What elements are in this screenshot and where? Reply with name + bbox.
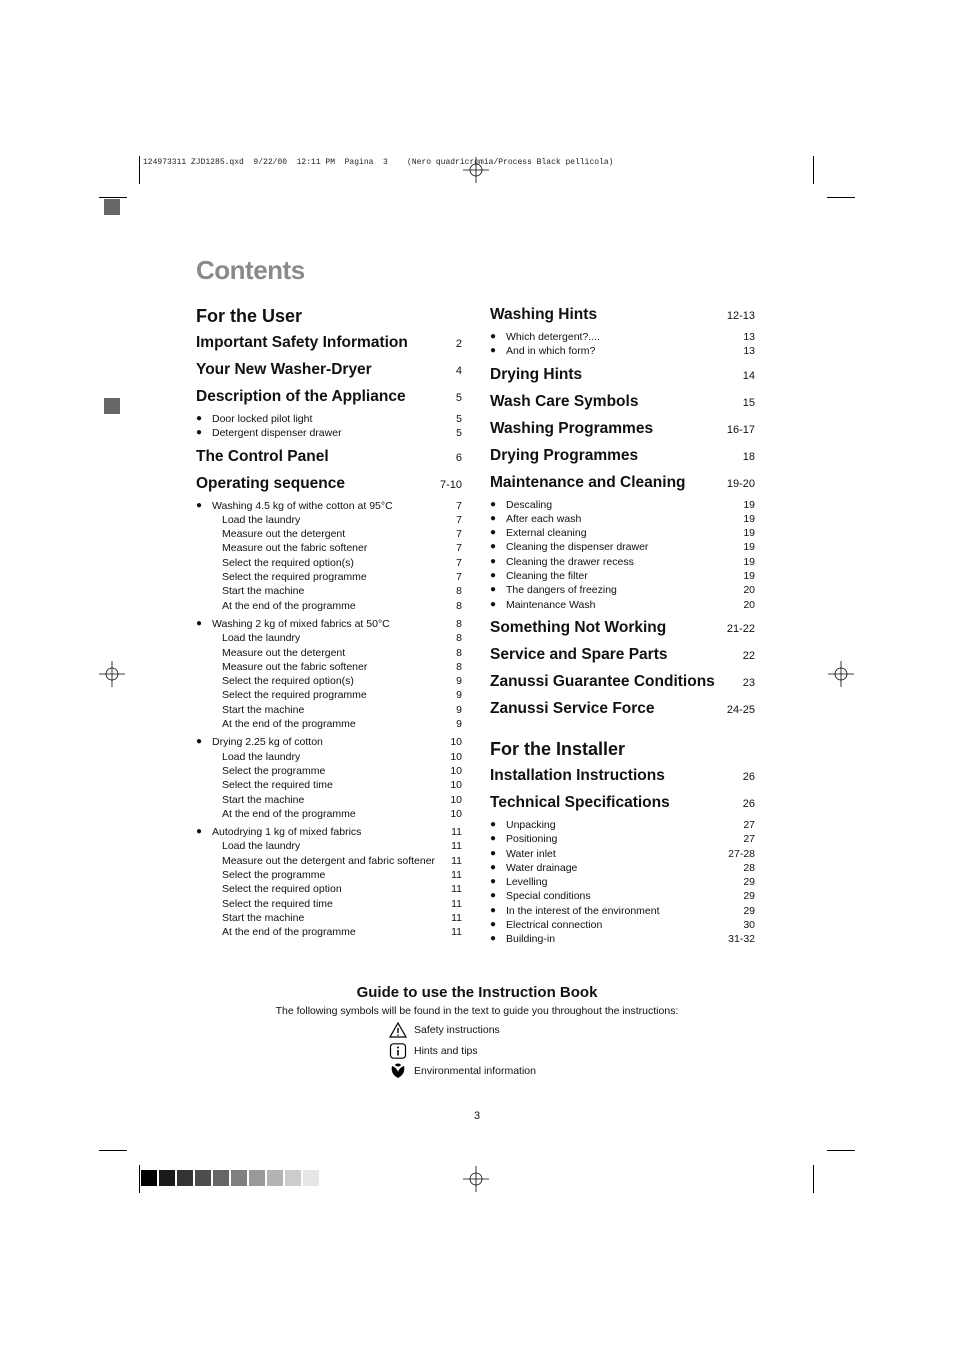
- guide-symbol-label: Environmental information: [414, 1065, 536, 1077]
- color-swatch: [267, 1170, 283, 1186]
- toc-entry-label: After each wash: [506, 512, 582, 525]
- toc-heading-entry: [490, 618, 755, 639]
- toc-page-number: 19: [743, 527, 755, 540]
- crop-mark: [99, 197, 127, 198]
- toc-entry-label: Water inlet: [506, 847, 556, 860]
- toc-bullet-entry: [490, 818, 755, 832]
- color-swatch: [159, 1170, 175, 1186]
- guide-symbol-item: [389, 1043, 478, 1059]
- toc-entry-label: Unpacking: [506, 818, 556, 831]
- toc-sub-entry: [196, 674, 462, 688]
- toc-entry-label: Drying Programmes: [490, 446, 639, 464]
- toc-sub-entry: [196, 703, 462, 717]
- toc-sub-entry: [196, 631, 462, 645]
- toc-entry-label: Start the machine: [222, 585, 305, 598]
- toc-entry-label: At the end of the programme: [222, 718, 356, 731]
- toc-entry-label: Which detergent?....: [506, 331, 600, 343]
- toc-sub-entry: [196, 646, 462, 660]
- toc-entry-label: Service and Spare Parts: [490, 645, 668, 663]
- toc-page-number: 18: [742, 450, 755, 463]
- toc-entry-label: Cleaning the drawer recess: [506, 555, 634, 568]
- toc-entry-label: Drying 2.25 kg of cotton: [212, 736, 323, 749]
- toc-page-number: 26: [742, 770, 755, 783]
- registration-mark-icon: [463, 157, 489, 183]
- toc-entry-label: Load the laundry: [222, 513, 301, 526]
- toc-entry-label: Special conditions: [506, 890, 591, 903]
- bullet-icon: ●: [490, 598, 497, 610]
- toc-bullet-entry: [490, 904, 755, 918]
- toc-page-number: 19: [743, 555, 755, 568]
- toc-page-number: 15: [742, 396, 755, 409]
- toc-sub-entry: [196, 570, 462, 584]
- toc-heading-entry: [490, 699, 755, 720]
- guide-title: Guide to use the Instruction Book: [356, 984, 598, 1001]
- toc-entry-label: Levelling: [506, 876, 548, 889]
- toc-page-number: 13: [743, 345, 755, 358]
- toc-entry-label: Start the machine: [222, 703, 305, 716]
- toc-heading-entry: [490, 446, 755, 467]
- toc-page-number: 19-20: [726, 477, 755, 490]
- color-swatch: [231, 1170, 247, 1186]
- color-swatch: [141, 1170, 157, 1186]
- toc-bullet-entry: [196, 825, 462, 839]
- section-group-title: For the Installer: [490, 738, 626, 759]
- bullet-icon: ●: [490, 833, 497, 845]
- guide-symbol-item: [389, 1063, 536, 1079]
- toc-entry-label: The dangers of freezing: [506, 584, 617, 597]
- toc-page-number: 24-25: [726, 703, 755, 716]
- crop-mark: [139, 156, 140, 184]
- toc-sub-entry: [196, 688, 462, 702]
- toc-heading-entry: [196, 360, 462, 381]
- toc-page-number: 27: [743, 818, 755, 831]
- color-swatch: [285, 1170, 301, 1186]
- toc-bullet-entry: [490, 583, 755, 597]
- toc-sub-entry: [196, 764, 462, 778]
- bullet-icon: ●: [196, 499, 203, 511]
- toc-page-number: 8: [456, 660, 462, 673]
- toc-sub-entry: [196, 717, 462, 731]
- crop-mark: [99, 1150, 127, 1151]
- toc-entry-label: Drying Hints: [490, 365, 583, 383]
- toc-page-number: 9: [456, 718, 462, 731]
- toc-page-number: 12-13: [726, 310, 755, 322]
- page-number: 3: [473, 1110, 481, 1122]
- toc-page-number: 5: [455, 392, 462, 404]
- bullet-icon: ●: [490, 584, 497, 596]
- toc-sub-entry: [196, 778, 462, 792]
- toc-page-number: 29: [743, 876, 755, 889]
- toc-heading-entry: [196, 474, 462, 495]
- bullet-icon: ●: [490, 331, 497, 342]
- toc-entry-label: Building-in: [506, 933, 556, 946]
- registration-mark-icon: [828, 661, 854, 687]
- toc-entry-label: Door locked pilot light: [212, 413, 313, 425]
- toc-page-number: 7: [456, 499, 462, 512]
- toc-page-number: 16-17: [726, 423, 755, 436]
- bullet-icon: ●: [490, 555, 497, 567]
- toc-page-number: 8: [456, 599, 462, 612]
- bullet-icon: ●: [196, 617, 203, 629]
- toc-entry-label: Measure out the detergent and fabric softener: [222, 854, 436, 867]
- toc-page-number: 10: [450, 807, 462, 820]
- guide-symbol-label: Safety instructions: [414, 1024, 500, 1036]
- toc-entry-label: Electrical connection: [506, 919, 603, 932]
- toc-page-number: 11: [451, 897, 462, 910]
- toc-sub-entry: [196, 541, 462, 555]
- toc-page-number: 7: [456, 513, 462, 526]
- leaf-icon: [389, 1063, 407, 1079]
- crop-mark: [813, 156, 814, 184]
- toc-page-number: 7: [456, 528, 462, 541]
- toc-entry-label: Select the programme: [222, 764, 326, 777]
- toc-sub-entry: [196, 882, 462, 896]
- crop-mark: [813, 1165, 814, 1193]
- toc-page-number: 20: [743, 598, 755, 611]
- toc-page-number: 7: [456, 571, 462, 584]
- toc-entry-label: Technical Specifications: [490, 793, 670, 811]
- toc-page-number: 5: [456, 413, 462, 425]
- toc-page-number: 19: [743, 498, 755, 511]
- toc-page-number: 4: [455, 365, 462, 377]
- toc-page-number: 31-32: [728, 933, 755, 946]
- toc-page-number: 28: [743, 861, 755, 874]
- toc-entry-label: The Control Panel: [196, 447, 329, 465]
- toc-bullet-entry: [196, 412, 462, 426]
- toc-entry-label: Your New Washer-Dryer: [196, 361, 372, 378]
- toc-sub-entry: [196, 925, 462, 939]
- toc-page-number: 23: [742, 676, 755, 689]
- toc-entry-label: Measure out the fabric softener: [222, 660, 368, 673]
- color-swatch: [303, 1170, 319, 1186]
- toc-entry-label: Select the required programme: [222, 571, 367, 584]
- guide-symbol-item: [389, 1022, 500, 1038]
- toc-page-number: 27: [743, 833, 755, 846]
- toc-bullet-entry: [490, 932, 755, 946]
- bullet-icon: ●: [490, 933, 497, 945]
- toc-entry-label: Description of the Appliance: [196, 388, 406, 405]
- bullet-icon: ●: [490, 570, 497, 582]
- toc-page-number: 11: [451, 883, 462, 896]
- crop-mark: [139, 1165, 140, 1193]
- toc-page-number: 27-28: [728, 847, 755, 860]
- toc-sub-entry: [196, 750, 462, 764]
- color-swatch: [177, 1170, 193, 1186]
- toc-heading-entry: [490, 419, 755, 440]
- toc-sub-entry: [196, 839, 462, 853]
- toc-page-number: 10: [450, 750, 462, 763]
- toc-heading-entry: [490, 766, 755, 787]
- toc-page-number: 7: [456, 542, 462, 555]
- toc-entry-label: Select the required option: [222, 883, 342, 896]
- toc-page-number: 14: [742, 369, 755, 382]
- toc-entry-label: Select the required time: [222, 779, 333, 792]
- section-group-title: For the User: [196, 306, 303, 326]
- toc-sub-entry: [196, 527, 462, 541]
- bullet-icon: ●: [196, 427, 203, 439]
- toc-heading-entry: [196, 447, 462, 468]
- toc-entry-label: Measure out the detergent: [222, 646, 346, 659]
- toc-bullet-entry: [490, 512, 755, 526]
- toc-page-number: 11: [451, 854, 462, 867]
- toc-sub-entry: [196, 868, 462, 882]
- color-swatch: [195, 1170, 211, 1186]
- toc-entry-label: Cleaning the filter: [506, 570, 588, 583]
- toc-entry-label: Select the programme: [222, 869, 326, 882]
- toc-page-number: 8: [456, 632, 462, 645]
- toc-bullet-entry: [490, 847, 755, 861]
- toc-heading-entry: [490, 392, 755, 413]
- toc-page-number: 11: [451, 869, 462, 882]
- toc-bullet-entry: [490, 540, 755, 554]
- toc-bullet-entry: [196, 617, 462, 631]
- toc-entry-label: Positioning: [506, 833, 558, 846]
- toc-page-number: 8: [456, 617, 462, 630]
- guide-intro: The following symbols will be found in the text to guide you throughout the instructions:: [275, 1005, 679, 1017]
- toc-bullet-entry: [490, 526, 755, 540]
- toc-page-number: 9: [456, 675, 462, 688]
- toc-entry-label: Maintenance Wash: [506, 598, 596, 611]
- bullet-icon: ●: [490, 818, 497, 830]
- toc-heading-entry: [490, 365, 755, 386]
- page-title: Contents: [196, 255, 305, 285]
- bullet-icon: ●: [490, 861, 497, 873]
- toc-entry-label: Something Not Working: [490, 618, 667, 636]
- bullet-icon: ●: [490, 345, 497, 357]
- toc-entry-label: Wash Care Symbols: [490, 392, 639, 410]
- toc-entry-label: Detergent dispenser drawer: [212, 427, 342, 440]
- bullet-icon: ●: [490, 527, 497, 539]
- toc-page-number: 20: [743, 584, 755, 597]
- registration-mark-icon: [99, 661, 125, 687]
- toc-heading-entry: [490, 793, 755, 814]
- toc-entry-label: Start the machine: [222, 793, 305, 806]
- toc-entry-label: Washing 2 kg of mixed fabrics at 50°C: [212, 617, 390, 630]
- bullet-icon: ●: [490, 847, 497, 859]
- toc-page-number: 11: [451, 840, 462, 853]
- toc-bullet-entry: [490, 344, 755, 358]
- toc-page-number: 9: [456, 703, 462, 716]
- toc-entry-label: Select the required time: [222, 897, 333, 910]
- toc-bullet-entry: [490, 889, 755, 903]
- toc-entry-label: Zanussi Service Force: [490, 699, 655, 717]
- toc-page-number: 10: [450, 736, 462, 749]
- toc-page-number: 11: [451, 926, 462, 939]
- toc-page-number: 6: [455, 451, 462, 464]
- toc-page-number: 21-22: [726, 622, 755, 635]
- toc-entry-label: At the end of the programme: [222, 599, 356, 612]
- toc-page-number: 10: [450, 764, 462, 777]
- bullet-icon: ●: [196, 826, 203, 838]
- toc-page-number: 11: [451, 826, 462, 839]
- toc-entry-label: Zanussi Guarantee Conditions: [490, 672, 715, 690]
- toc-entry-label: At the end of the programme: [222, 807, 356, 820]
- bullet-icon: ●: [490, 498, 497, 510]
- toc-page-number: 7-10: [439, 478, 462, 491]
- contents-left-column: [196, 305, 462, 940]
- toc-entry-label: Maintenance and Cleaning: [490, 473, 686, 491]
- toc-bullet-entry: [196, 735, 462, 749]
- toc-bullet-entry: [196, 426, 462, 440]
- warning-triangle-icon: [389, 1022, 407, 1038]
- toc-heading-entry: [490, 305, 755, 326]
- toc-entry-label: External cleaning: [506, 527, 587, 540]
- toc-entry-label: Installation Instructions: [490, 766, 665, 784]
- toc-page-number: 19: [743, 512, 755, 525]
- toc-sub-entry: [196, 513, 462, 527]
- toc-sub-entry: [196, 807, 462, 821]
- margin-marker: [104, 398, 120, 414]
- toc-heading-entry: [490, 672, 755, 693]
- toc-page-number: 19: [743, 570, 755, 583]
- bullet-icon: ●: [490, 876, 497, 888]
- toc-entry-label: Autodrying 1 kg of mixed fabrics: [212, 826, 362, 839]
- toc-entry-label: Washing Hints: [490, 306, 598, 323]
- toc-page-number: 11: [451, 911, 462, 924]
- toc-bullet-entry: [490, 875, 755, 889]
- toc-entry-label: Measure out the fabric softener: [222, 542, 368, 555]
- toc-bullet-entry: [490, 555, 755, 569]
- toc-page-number: 10: [450, 779, 462, 792]
- toc-entry-label: Washing 4.5 kg of withe cotton at 95°C: [212, 499, 393, 512]
- toc-entry-label: Start the machine: [222, 911, 305, 924]
- registration-mark-icon: [463, 1166, 489, 1192]
- crop-mark: [827, 197, 855, 198]
- toc-page-number: 19: [743, 541, 755, 554]
- toc-entry-label: Select the required option(s): [222, 556, 354, 569]
- toc-page-number: 2: [455, 338, 462, 350]
- toc-heading-entry: [196, 387, 462, 408]
- toc-entry-label: Cleaning the dispenser drawer: [506, 541, 649, 554]
- toc-entry-label: Water drainage: [506, 861, 578, 874]
- toc-sub-entry: [196, 897, 462, 911]
- bullet-icon: ●: [196, 413, 203, 424]
- toc-heading-entry: [490, 473, 755, 494]
- toc-entry-label: Select the required programme: [222, 689, 367, 702]
- toc-entry-label: Important Safety Information: [196, 334, 408, 351]
- bullet-icon: ●: [490, 919, 497, 931]
- toc-sub-entry: [196, 793, 462, 807]
- toc-entry-label: Descaling: [506, 498, 553, 511]
- toc-bullet-entry: [196, 499, 462, 513]
- toc-bullet-entry: [490, 861, 755, 875]
- guide-section: [0, 984, 954, 1017]
- toc-sub-entry: [196, 660, 462, 674]
- color-swatch: [249, 1170, 265, 1186]
- toc-page-number: 30: [743, 919, 755, 932]
- printer-slug: 124973311 ZJD1285.qxd 9/22/00 12:11 PM Pagina 3 (Nero quadricromia/Process Black pellicola): [143, 158, 614, 167]
- toc-bullet-entry: [490, 832, 755, 846]
- margin-marker: [104, 199, 120, 215]
- toc-page-number: 7: [456, 556, 462, 569]
- toc-sub-entry: [196, 556, 462, 570]
- toc-entry-label: In the interest of the environment: [506, 904, 660, 917]
- toc-page-number: 13: [743, 331, 755, 343]
- bullet-icon: ●: [196, 736, 203, 748]
- toc-sub-entry: [196, 584, 462, 598]
- toc-page-number: 10: [450, 793, 462, 806]
- bullet-icon: ●: [490, 904, 497, 916]
- contents-right-column: [490, 305, 755, 947]
- toc-sub-entry: [196, 911, 462, 925]
- toc-entry-label: At the end of the programme: [222, 926, 356, 939]
- toc-entry-label: Load the laundry: [222, 840, 301, 853]
- toc-list: [196, 333, 462, 940]
- toc-page-number: 9: [456, 689, 462, 702]
- bullet-icon: ●: [490, 541, 497, 553]
- color-calibration-bar: [141, 1170, 321, 1186]
- toc-list: [490, 305, 755, 947]
- toc-page-number: 5: [456, 427, 462, 440]
- toc-sub-entry: [196, 854, 462, 868]
- guide-symbol-label: Hints and tips: [414, 1045, 478, 1057]
- toc-sub-entry: [196, 599, 462, 613]
- toc-entry-label: Select the required option(s): [222, 675, 354, 688]
- toc-page-number: 26: [742, 797, 755, 810]
- toc-page-number: 29: [743, 890, 755, 903]
- info-icon: [389, 1043, 407, 1059]
- toc-page-number: 29: [743, 904, 755, 917]
- toc-page-number: 22: [742, 649, 755, 662]
- toc-entry-label: Measure out the detergent: [222, 528, 346, 541]
- toc-page-number: 8: [456, 585, 462, 598]
- toc-entry-label: And in which form?: [506, 345, 596, 358]
- toc-bullet-entry: [490, 498, 755, 512]
- toc-entry-label: Load the laundry: [222, 750, 301, 763]
- bullet-icon: ●: [490, 890, 497, 902]
- toc-heading-entry: [196, 333, 462, 354]
- toc-bullet-entry: [490, 330, 755, 344]
- toc-bullet-entry: [490, 569, 755, 583]
- toc-entry-label: Load the laundry: [222, 632, 301, 645]
- toc-heading-entry: [490, 645, 755, 666]
- toc-entry-label: Washing Programmes: [490, 419, 654, 437]
- bullet-icon: ●: [490, 512, 497, 524]
- color-swatch: [213, 1170, 229, 1186]
- toc-entry-label: Operating sequence: [196, 474, 346, 492]
- toc-page-number: 8: [456, 646, 462, 659]
- toc-bullet-entry: [490, 598, 755, 612]
- toc-bullet-entry: [490, 918, 755, 932]
- crop-mark: [827, 1150, 855, 1151]
